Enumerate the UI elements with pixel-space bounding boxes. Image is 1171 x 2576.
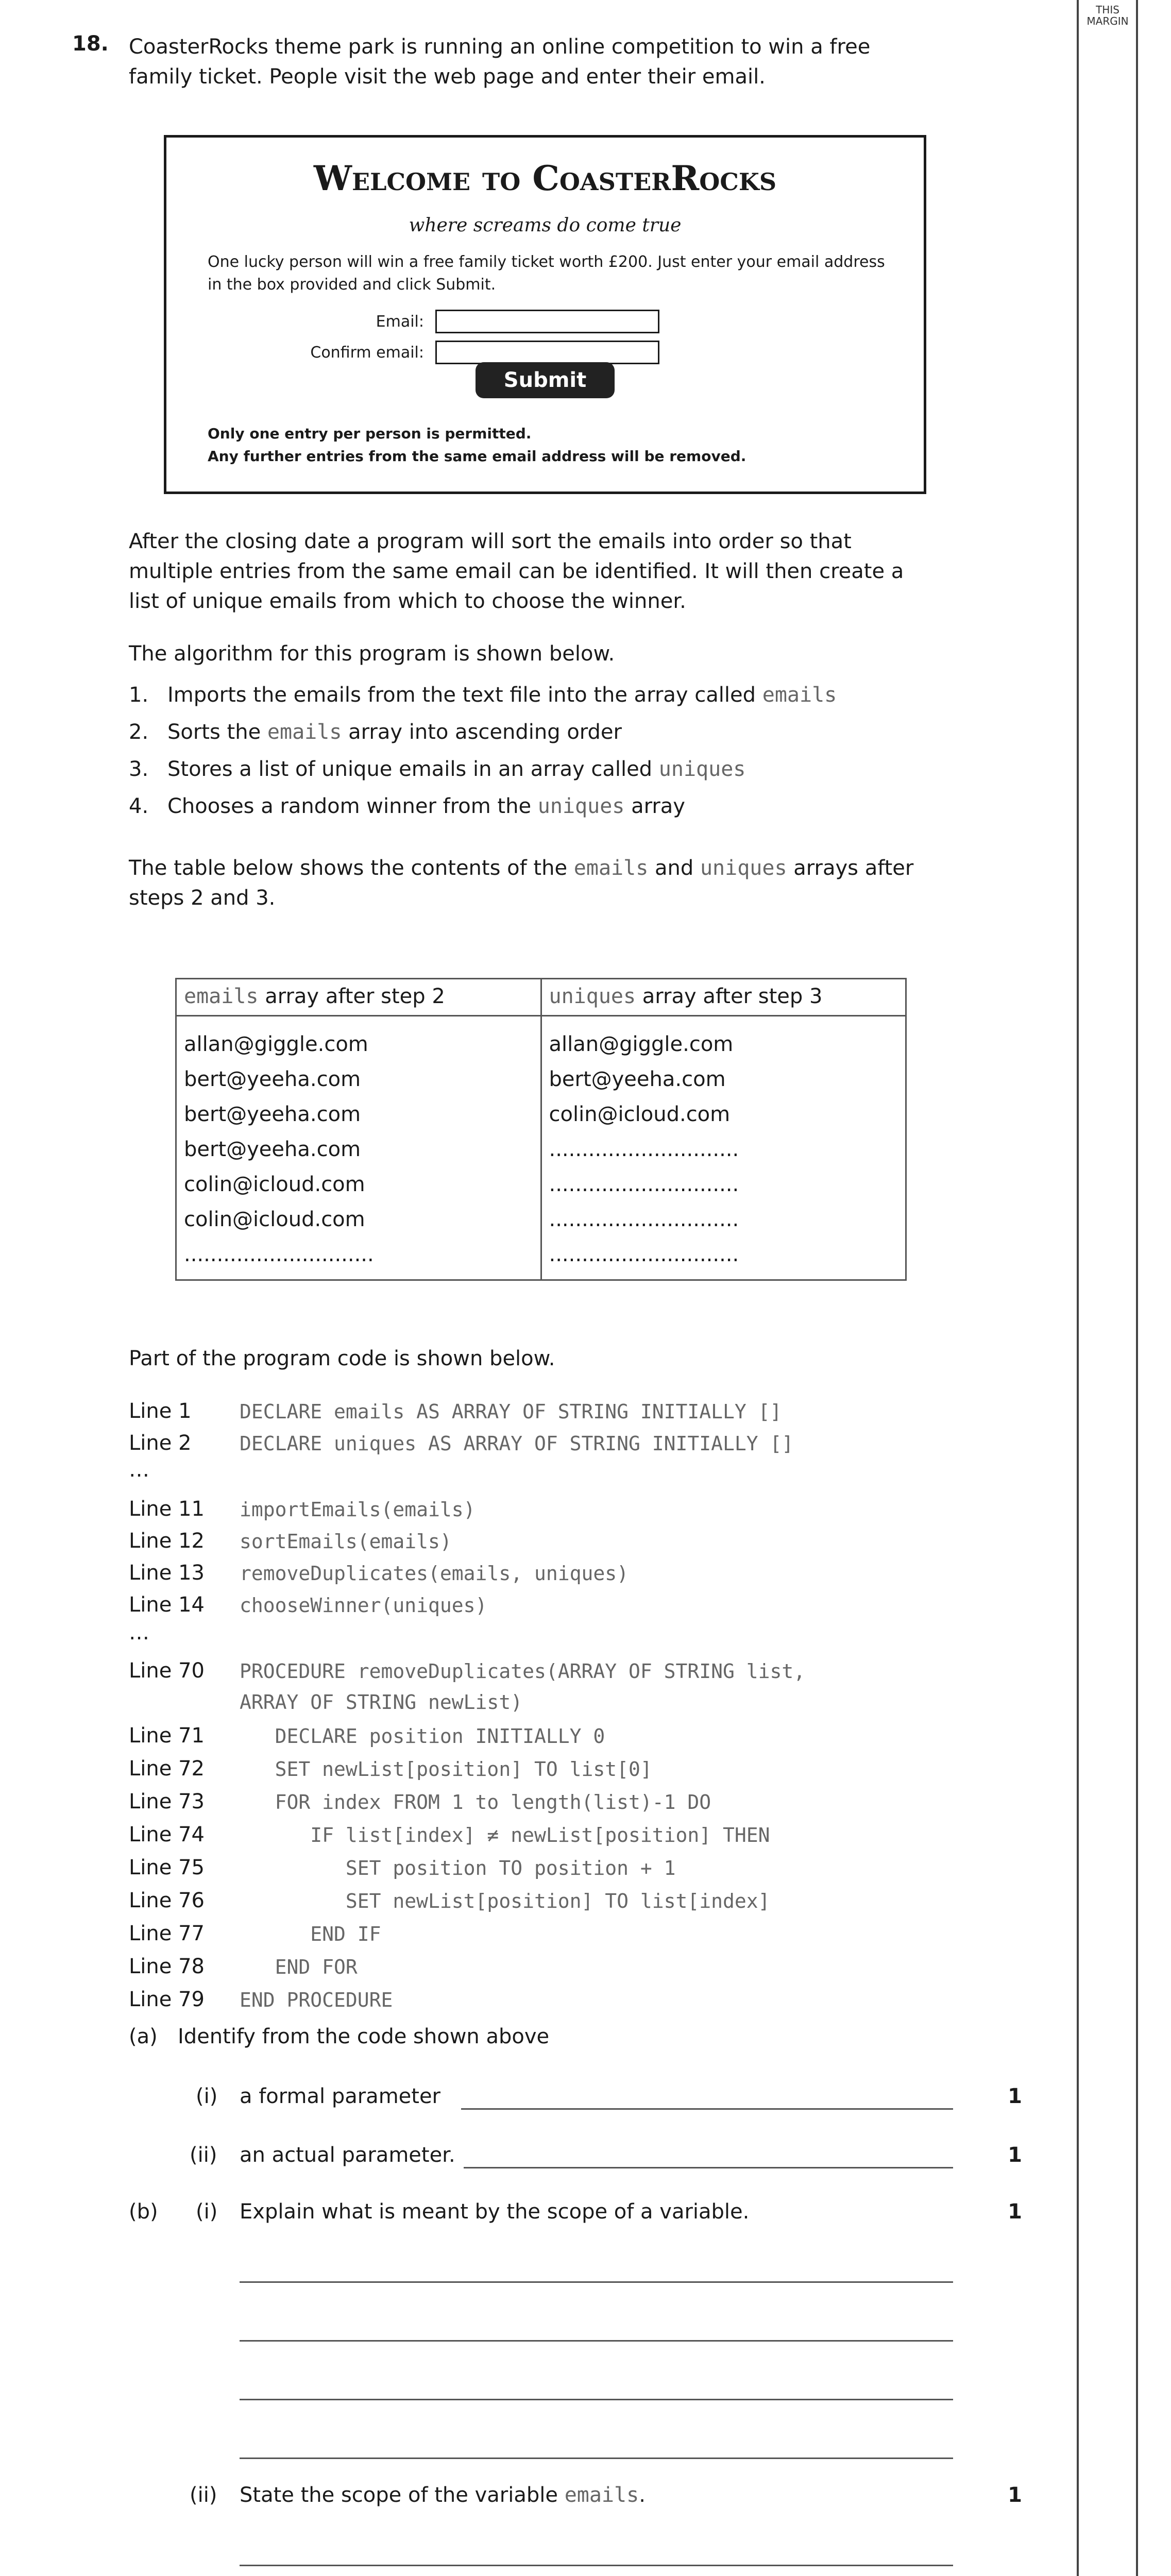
table-cell: bert@yeeha.com xyxy=(184,1138,361,1161)
step-3: Stores a list of unique emails in an array called uniques xyxy=(167,757,746,781)
code-line: chooseWinner(uniques) xyxy=(240,1594,487,1617)
uniques-column xyxy=(541,1016,906,1280)
code-line-label: Line 77 xyxy=(129,1922,205,1945)
code-line-label: Line 70 xyxy=(129,1659,205,1683)
code-line-label: Line 76 xyxy=(129,1889,205,1912)
code-line: sortEmails(emails) xyxy=(240,1530,452,1553)
part-b-ii-label: (ii) xyxy=(190,2483,217,2507)
margin-rule-right xyxy=(1136,0,1138,2576)
code-line-label: Line 1 xyxy=(129,1399,192,1423)
table-cell: allan@giggle.com xyxy=(549,1032,734,1056)
code-line: SET newList[position] TO list[0] xyxy=(240,1758,652,1781)
step-4-number: 4. xyxy=(129,794,149,818)
part-a-text: Identify from the code shown above xyxy=(178,2025,550,2048)
code-line: SET position TO position + 1 xyxy=(240,1857,676,1879)
poster-title: Welcome to CoasterRocks xyxy=(313,158,777,198)
table-cell: bert@yeeha.com xyxy=(184,1067,361,1091)
poster-footer-1: Only one entry per person is permitted. xyxy=(208,425,532,442)
table-cell: ............................. xyxy=(549,1243,739,1266)
code-line-label: Line 2 xyxy=(129,1431,192,1455)
margin-label-top: THIS MARGIN xyxy=(1087,4,1129,27)
answer-line[interactable] xyxy=(464,2167,953,2168)
code-line: removeDuplicates(emails, uniques) xyxy=(240,1562,629,1585)
code-line-label: Line 79 xyxy=(129,1988,205,2011)
table-cell: allan@giggle.com xyxy=(184,1032,368,1056)
code-line: ARRAY OF STRING newList) xyxy=(240,1691,523,1714)
code-line-label: Line 13 xyxy=(129,1561,205,1585)
code-line-label: Line 75 xyxy=(129,1856,205,1879)
arrays-table xyxy=(175,978,907,1281)
poster-tagline: where screams do come true xyxy=(409,215,682,236)
table-cell: ............................. xyxy=(549,1138,739,1161)
algorithm-intro: The algorithm for this program is shown below. xyxy=(129,642,615,666)
poster-intro: One lucky person will win a free family ticket worth £200. Just enter your email address in the box provided and click Submit. xyxy=(208,253,885,294)
table-cell: bert@yeeha.com xyxy=(549,1067,726,1091)
answer-line[interactable] xyxy=(240,2340,953,2342)
code-line-label: Line 11 xyxy=(129,1497,205,1521)
arrays-table-header xyxy=(176,979,906,1016)
code-line: SET newList[position] TO list[index] xyxy=(240,1890,770,1912)
table-cell: ............................. xyxy=(549,1173,739,1196)
after-closing-paragraph: After the closing date a program will sort the emails into order so that multiple entries from the same email can be identified. It will then create a list of unique emails from which to choose the winner. xyxy=(129,530,904,613)
table-cell: ............................. xyxy=(549,1208,739,1231)
mark-a-i: 1 xyxy=(1008,2084,1022,2108)
margin-rule-left xyxy=(1077,0,1079,2576)
code-line: importEmails(emails) xyxy=(240,1498,476,1521)
part-a-i-label: (i) xyxy=(196,2084,218,2108)
table-cell: ............................. xyxy=(184,1243,374,1266)
code-line: END FOR xyxy=(240,1956,358,1978)
step-1-number: 1. xyxy=(129,683,149,707)
competition-web-page xyxy=(164,135,926,494)
code-line-label: Line 74 xyxy=(129,1823,205,1846)
code-line-label: Line 78 xyxy=(129,1955,205,1978)
part-b-i-label: (i) xyxy=(196,2200,218,2224)
part-a-ii-text: an actual parameter. xyxy=(240,2143,455,2167)
table-cell: colin@icloud.com xyxy=(549,1103,731,1126)
table-cell: bert@yeeha.com xyxy=(184,1103,361,1126)
code-line-label: Line 12 xyxy=(129,1529,205,1553)
answer-line[interactable] xyxy=(240,2565,953,2566)
code-line: DECLARE emails AS ARRAY OF STRING INITIALLY [] xyxy=(240,1400,782,1423)
mark-a-ii: 1 xyxy=(1008,2143,1022,2167)
part-a-label: (a) xyxy=(129,2025,158,2048)
code-ellipsis: … xyxy=(129,1458,149,1482)
code-line-label: Line 73 xyxy=(129,1790,205,1814)
answer-line[interactable] xyxy=(461,2108,953,2110)
code-line: DECLARE uniques AS ARRAY OF STRING INITIALLY [] xyxy=(240,1432,794,1455)
confirm-email-input[interactable] xyxy=(435,341,659,364)
code-line: END PROCEDURE xyxy=(240,1989,393,2011)
part-b-i-text: Explain what is meant by the scope of a variable. xyxy=(240,2200,750,2224)
step-2-number: 2. xyxy=(129,720,149,744)
step-3-number: 3. xyxy=(129,757,149,781)
code-line: PROCEDURE removeDuplicates(ARRAY OF STRING list, xyxy=(240,1660,806,1683)
part-b-ii-text: State the scope of the variable emails. xyxy=(240,2483,646,2507)
poster-footer-2: Any further entries from the same email address will be removed. xyxy=(208,448,746,465)
code-line: FOR index FROM 1 to length(list)-1 DO xyxy=(240,1791,711,1814)
table-intro: The table below shows the contents of the emails and uniques arrays after steps 2 and 3. xyxy=(129,856,914,910)
answer-line[interactable] xyxy=(240,2458,953,2459)
code-line: DECLARE position INITIALLY 0 xyxy=(240,1725,605,1748)
mark-b-i: 1 xyxy=(1008,2200,1022,2224)
code-ellipsis: … xyxy=(129,1621,149,1645)
table-cell: colin@icloud.com xyxy=(184,1208,365,1231)
submit-button[interactable]: Submit xyxy=(476,362,615,398)
table-cell: colin@icloud.com xyxy=(184,1173,365,1196)
code-line: END IF xyxy=(240,1923,381,1945)
part-a-i-text: a formal parameter xyxy=(240,2084,440,2108)
arrays-table-body xyxy=(176,1016,906,1280)
email-label: Email: xyxy=(376,313,424,331)
code-line-label: Line 14 xyxy=(129,1593,205,1617)
emails-column xyxy=(176,1016,541,1280)
answer-line[interactable] xyxy=(240,2281,953,2283)
confirm-email-label: Confirm email: xyxy=(310,344,424,362)
code-line: IF list[index] ≠ newList[position] THEN xyxy=(240,1824,770,1846)
step-4: Chooses a random winner from the uniques array xyxy=(167,794,685,818)
code-line-label: Line 71 xyxy=(129,1724,205,1748)
uniques-column-header: uniques array after step 3 xyxy=(541,979,906,1016)
code-intro: Part of the program code is shown below. xyxy=(129,1347,555,1370)
step-2: Sorts the emails array into ascending order xyxy=(167,720,622,744)
question-intro: CoasterRocks theme park is running an online competition to win a free family ticket. People visit the web page and enter their email. xyxy=(129,35,871,89)
part-a-ii-label: (ii) xyxy=(190,2143,217,2167)
question-number: 18. xyxy=(72,32,109,56)
code-line-label: Line 72 xyxy=(129,1757,205,1781)
part-b-label: (b) xyxy=(129,2200,158,2224)
email-input[interactable] xyxy=(435,310,659,333)
step-1: Imports the emails from the text file into the array called emails xyxy=(167,683,837,707)
mark-b-ii: 1 xyxy=(1008,2483,1022,2507)
emails-column-header: emails array after step 2 xyxy=(176,979,541,1016)
answer-line[interactable] xyxy=(240,2399,953,2400)
